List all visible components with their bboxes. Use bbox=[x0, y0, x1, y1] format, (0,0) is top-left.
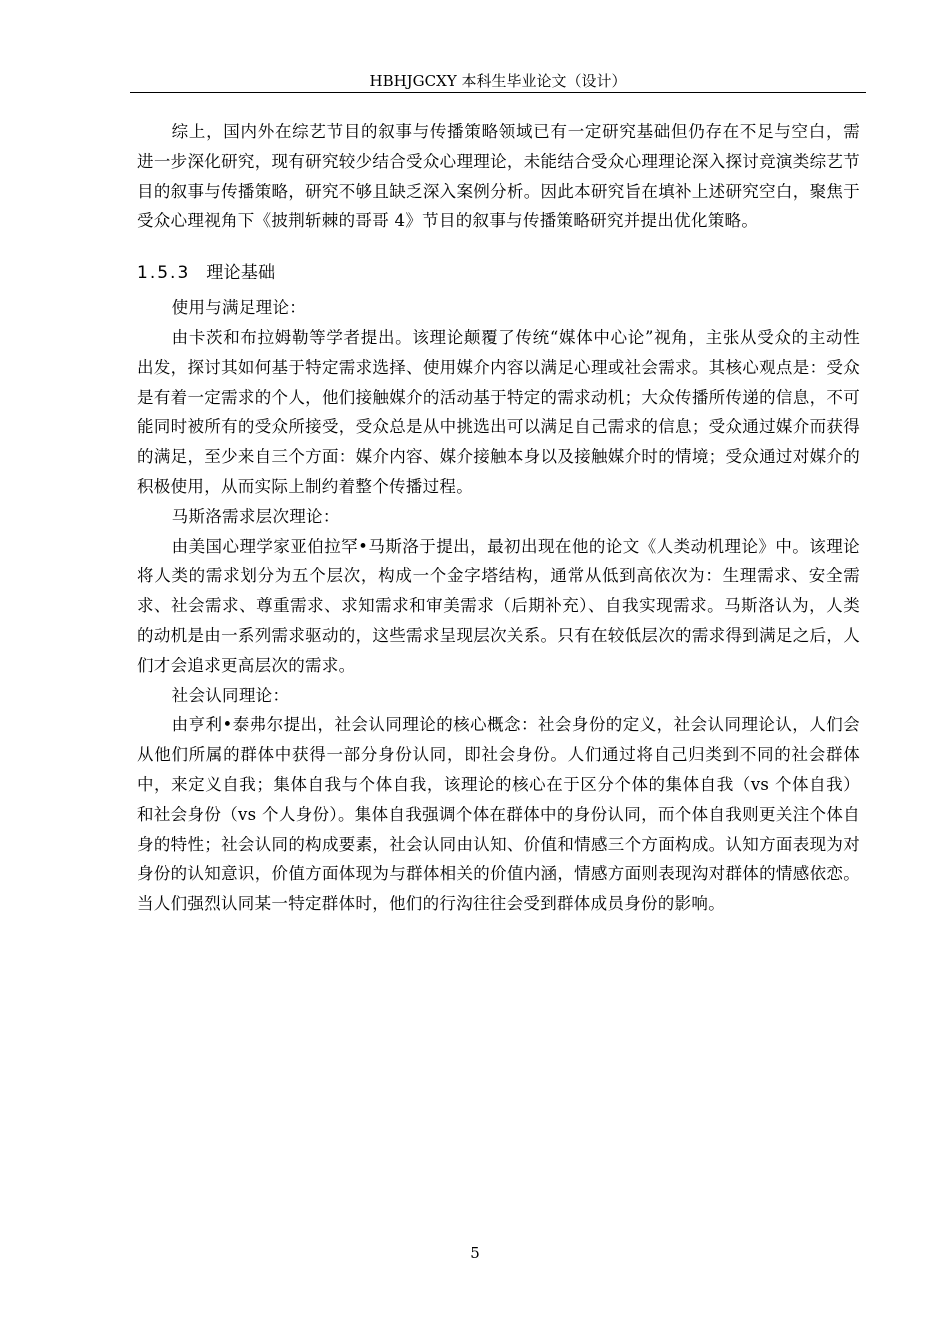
section-number: 1.5.3 bbox=[137, 263, 191, 284]
theory-label-social-identity: 社会认同理论： bbox=[171, 685, 290, 705]
theory-text-maslow: 由美国心理学家亚伯拉罕•马斯洛于提出，最初出现在他的论文《人类动机理论》中。该理论将人类的需求划分为五个层次，构成一个金字塔结构，通常从低到高依次为：生理需求、安全需求、社会需求、尊重需求、求知需求和审美需求（后期补充）、自我实现需求。马斯洛认为，人类的动机是由一系列需求驱动的，这些需求呈现层次关系。只有在较低层次的需求得到满足之后，人们才会追求更高层次的需求。 bbox=[137, 536, 860, 675]
theory-label-maslow: 马斯洛需求层次理论： bbox=[171, 506, 340, 526]
page-body bbox=[137, 117, 860, 919]
theory-text-social-identity: 由亨利•泰弗尔提出，社会认同理论的核心概念：社会身份的定义，社会认同理论认，人们会从他们所属的群体中获得一部分身份认同，即社会身份。人们通过将自己归类到不同的社会群体中，来定义自我；集体自我与个体自我，该理论的核心在于区分个体的集体自我（vs 个体自我）和社会身份（vs 个人身份）。集体自我强调个体在群体中的身份认同，而个体自我则更关注个体自身的特性；社会认同的构成要素，社会认同由认知、价值和情感三个方面构成。认知方面表现为对身份的认知意识，价值方面体现为与群体相关的价值内涵，情感方面则表现沟对群体的情感依恋。当人们强烈认同某一特定群体时，他们的行沟往往会受到群体成员身份的影响。 bbox=[137, 715, 860, 914]
intro-paragraph: 综上，国内外在综艺节目的叙事与传播策略领域已有一定研究基础但仍存在不足与空白，需进一步深化研究，现有研究较少结合受众心理理论，未能结合受众心理理论深入探讨竞演类综艺节目的叙事与传播策略，研究不够且缺乏深入案例分析。因此本研究旨在填补上述研究空白，聚焦于受众心理视角下《披荆斩棘的哥哥 4》节目的叙事与传播策略研究并提出优化策略。 bbox=[137, 122, 860, 231]
section-title: 理论基础 bbox=[206, 263, 276, 284]
theory-label-uses-gratifications: 使用与满足理论： bbox=[171, 298, 307, 318]
section-heading bbox=[137, 260, 860, 286]
page-header: HBHJGCXY 本科生毕业论文（设计） bbox=[369, 72, 627, 90]
theory-text-uses-gratifications: 由卡茨和布拉姆勒等学者提出。该理论颠覆了传统“媒体中心论”视角，主张从受众的主动性出发，探讨其如何基于特定需求选择、使用媒介内容以满足心理或社会需求。其核心观点是：受众是有着一定需求的个人，他们接触媒介的活动基于特定的需求动机；大众传播所传递的信息，不可能同时被所有的受众所接受，受众总是从中挑选出可以满足自己需求的信息；受众通过媒介而获得的满足，至少来自三个方面：媒介内容、媒介接触本身以及接触媒介时的情境；受众通过对媒介的积极使用，从而实际上制约着整个传播过程。 bbox=[137, 327, 860, 496]
header-rule bbox=[130, 92, 866, 93]
page-number: 5 bbox=[470, 1244, 480, 1262]
